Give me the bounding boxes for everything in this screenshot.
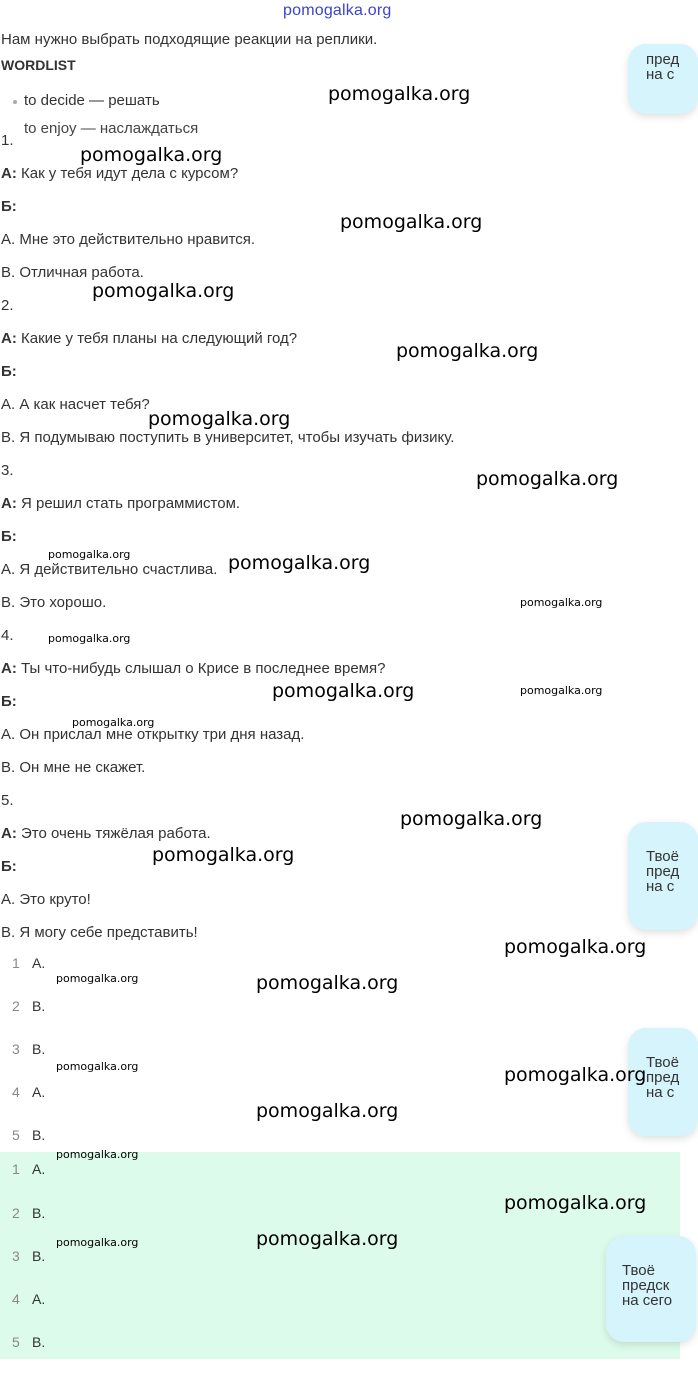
- question-text: Это очень тяжёлая работа.: [21, 825, 211, 842]
- watermark: pomogalka.org: [56, 1148, 139, 1161]
- question-line: [1, 825, 211, 843]
- watermark: pomogalka.org: [80, 144, 223, 166]
- promo-bubble[interactable]: [628, 822, 698, 930]
- watermark: pomogalka.org: [72, 716, 155, 729]
- option-b: B. Я подумываю поступить в университет, чтобы изучать физику.: [1, 429, 455, 446]
- bubble-line: пред: [646, 51, 680, 68]
- watermark: pomogalka.org: [256, 972, 399, 994]
- watermark: pomogalka.org: [272, 680, 415, 702]
- bubble-line: предск: [622, 1277, 670, 1294]
- promo-bubble[interactable]: [606, 1236, 696, 1342]
- watermark: pomogalka.org: [148, 408, 291, 430]
- speaker-b-label: Б:: [1, 693, 17, 710]
- answer-number: 5: [12, 1334, 20, 1350]
- speaker-a-label: А:: [1, 660, 17, 677]
- watermark: pomogalka.org: [256, 1228, 399, 1250]
- answer-number: 5: [12, 1127, 20, 1143]
- question-line: [1, 495, 240, 513]
- wordlist-title: WORDLIST: [1, 57, 76, 73]
- question-text: Ты что-нибудь слышал о Крисе в последнее время?: [21, 660, 386, 677]
- answer-row-correct: [0, 1248, 680, 1291]
- watermark: pomogalka.org: [56, 1060, 139, 1073]
- question-number: 1.: [1, 132, 14, 149]
- answer-number: 2: [12, 1205, 20, 1221]
- watermark: pomogalka.org: [476, 468, 619, 490]
- option-a: A. Он прислал мне открытку три дня назад.: [1, 726, 305, 743]
- answer-value: B.: [32, 1205, 46, 1221]
- question-number: 2.: [1, 297, 14, 314]
- watermark: pomogalka.org: [92, 280, 235, 302]
- answer-row-correct: [0, 1291, 680, 1334]
- question-number: 3.: [1, 462, 14, 479]
- answer-value: A.: [32, 1084, 46, 1100]
- option-b: B. Это хорошо.: [1, 594, 107, 611]
- speaker-a-label: А:: [1, 825, 17, 842]
- bubble-line: на с: [646, 66, 675, 83]
- wordlist-item: to decide — решать: [24, 92, 160, 109]
- option-a: A. Мне это действительно нравится.: [1, 231, 256, 248]
- question-text: Я решил стать программистом.: [21, 495, 241, 512]
- option-b: B. Отличная работа.: [1, 264, 144, 281]
- answer-value: B.: [32, 1334, 46, 1350]
- answer-value: B.: [32, 998, 46, 1014]
- answer-value: A.: [32, 1161, 46, 1177]
- answer-row-correct: [0, 1334, 680, 1377]
- answer-number: 4: [12, 1084, 20, 1100]
- answer-number: 1: [12, 955, 20, 971]
- answer-number: 4: [12, 1291, 20, 1307]
- watermark: pomogalka.org: [328, 83, 471, 105]
- speaker-a-label: А:: [1, 330, 17, 347]
- option-a: A. А как насчет тебя?: [1, 396, 150, 413]
- answer-number: 1: [12, 1161, 20, 1177]
- site-logo[interactable]: pomogalka.org: [283, 2, 392, 19]
- watermark: pomogalka.org: [228, 552, 371, 574]
- answer-value: B.: [32, 1248, 46, 1264]
- answer-number: 3: [12, 1248, 20, 1264]
- answer-value: B.: [32, 1127, 46, 1143]
- bullet-icon: [13, 100, 17, 104]
- question-line: [1, 330, 297, 348]
- speaker-b-label: Б:: [1, 363, 17, 380]
- answer-row: [0, 998, 680, 1041]
- bubble-line: Твоё: [646, 1054, 679, 1071]
- watermark: pomogalka.org: [504, 936, 647, 958]
- watermark: pomogalka.org: [400, 808, 543, 830]
- promo-bubble[interactable]: [628, 44, 698, 114]
- bubble-line: Твоё: [646, 848, 679, 865]
- speaker-b-label: Б:: [1, 528, 17, 545]
- speaker-b-label: Б:: [1, 858, 17, 875]
- bubble-line: на с: [646, 1084, 675, 1101]
- watermark: pomogalka.org: [48, 632, 131, 645]
- watermark: pomogalka.org: [48, 548, 131, 561]
- speaker-a-label: А:: [1, 495, 17, 512]
- question-number: 5.: [1, 792, 14, 809]
- watermark: pomogalka.org: [56, 972, 139, 985]
- answer-number: 3: [12, 1041, 20, 1057]
- question-text: Как у тебя идут дела с курсом?: [21, 165, 239, 182]
- speaker-a-label: А:: [1, 165, 17, 182]
- watermark: pomogalka.org: [520, 684, 603, 697]
- watermark: pomogalka.org: [152, 844, 295, 866]
- option-b: B. Я могу себе представить!: [1, 924, 198, 941]
- watermark: pomogalka.org: [520, 596, 603, 609]
- watermark: pomogalka.org: [340, 211, 483, 233]
- answer-number: 2: [12, 998, 20, 1014]
- question-line: [1, 165, 238, 183]
- bubble-line: пред: [646, 1069, 680, 1086]
- wordlist-item-cut: to enjoy — наслаждаться: [24, 120, 199, 137]
- speaker-b-label: Б:: [1, 198, 17, 215]
- answer-value: B.: [32, 1041, 46, 1057]
- watermark: pomogalka.org: [256, 1100, 399, 1122]
- bubble-line: Твоё: [622, 1262, 655, 1279]
- option-a: A. Я действительно счастлива.: [1, 561, 218, 578]
- watermark: pomogalka.org: [504, 1192, 647, 1214]
- answer-value: A.: [32, 955, 46, 971]
- option-a: A. Это круто!: [1, 891, 91, 908]
- option-b: B. Он мне не скажет.: [1, 759, 146, 776]
- bubble-line: пред: [646, 863, 680, 880]
- bubble-line: на с: [646, 878, 675, 895]
- bubble-line: на сего: [622, 1292, 673, 1309]
- question-text: Какие у тебя планы на следующий год?: [21, 330, 298, 347]
- watermark: pomogalka.org: [396, 340, 539, 362]
- answer-value: A.: [32, 1291, 46, 1307]
- question-number: 4.: [1, 627, 14, 644]
- question-line: [1, 660, 385, 678]
- watermark: pomogalka.org: [56, 1236, 139, 1249]
- watermark: pomogalka.org: [504, 1064, 647, 1086]
- intro-text: Нам нужно выбрать подходящие реакции на реплики.: [1, 31, 378, 48]
